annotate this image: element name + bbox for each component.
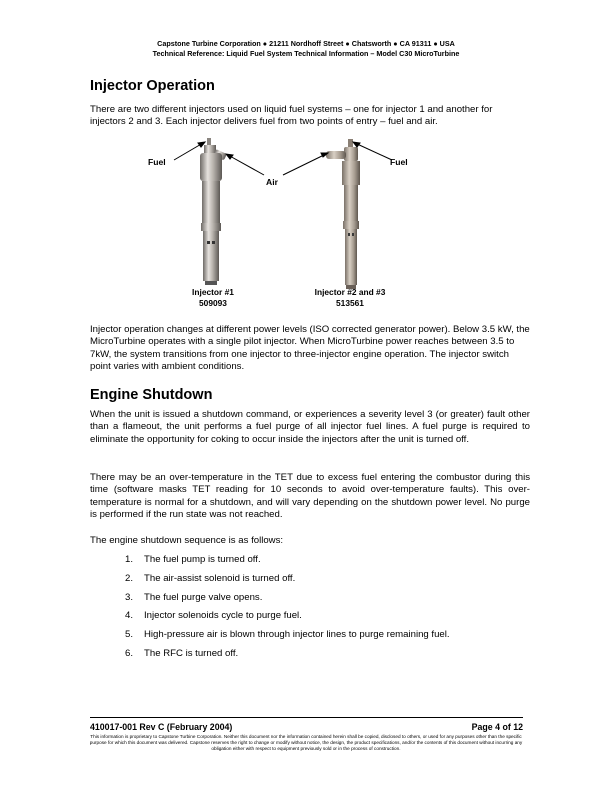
shutdown-step-number: 6. [125, 647, 134, 659]
caption-injector-2-3 [300, 287, 400, 309]
shutdown-paragraph-2: There may be an over-temperature in the TET due to excess fuel entering the combustor during this time (software masks TET reading for 10 seconds to avoid over-temperature faults). This over-temperature is normal for a shutdown, and will vary depending on the shutdown power level. No purge is performed if the run state was not reached. [90, 472, 530, 520]
shutdown-step-number: 5. [125, 629, 134, 641]
shutdown-step [125, 554, 450, 573]
shutdown-step-text: The RFC is turned off. [144, 647, 239, 659]
caption-injector-2-3-part: 513561 [336, 298, 364, 308]
shutdown-step [125, 610, 450, 629]
shutdown-step [125, 592, 450, 611]
shutdown-step [125, 629, 450, 648]
header-company-line: Capstone Turbine Corporation ● 21211 Nordhoff Street ● Chatsworth ● CA 91311 ● USA [157, 39, 455, 48]
label-air: Air [266, 177, 278, 187]
caption-injector-1 [168, 287, 258, 309]
shutdown-step-text: The fuel pump is turned off. [144, 554, 261, 565]
footer-page-number: Page 4 of 12 [471, 722, 523, 732]
section-title-engine-shutdown: Engine Shutdown [90, 387, 213, 403]
shutdown-step-number: 2. [125, 572, 134, 584]
shutdown-step [125, 648, 450, 667]
shutdown-paragraph-1: When the unit is issued a shutdown command, or experiences a severity level 3 (or greater) fault other than a flameout, the unit performs a fuel purge of all injector fuel lines. A fuel purge is required to eliminate the opportunity for coking to occur inside the injectors after the unit is turned off. [90, 409, 530, 445]
section-title-injector-operation: Injector Operation [90, 78, 215, 94]
header-reference-line: Technical Reference: Liquid Fuel System Technical Information – Model C30 MicroTurbine [152, 49, 460, 58]
shutdown-step-number: 1. [125, 554, 134, 565]
injector-operation-paragraph: Injector operation changes at different power levels (ISO corrected generator power). Below 3.5 kW, the MicroTurbine operates with a single pilot injector. When MicroTurbine power reaches between 3.5 to 7kW, the system transitions from one injector to three-injector engine operation. The injector switch point varies with ambient conditions. [90, 324, 530, 372]
shutdown-step-text: High-pressure air is blown through injector lines to purge remaining fuel. [144, 629, 450, 641]
footer-document-id: 410017-001 Rev C (February 2004) [90, 722, 233, 732]
shutdown-step-text: The air-assist solenoid is turned off. [144, 572, 296, 584]
caption-injector-2-3-name: Injector #2 and #3 [314, 287, 386, 297]
label-fuel-right: Fuel [390, 157, 408, 167]
footer-disclaimer: This information is proprietary to Capstone Turbine Corporation. Neither this document nor the information contained herein shall be copied, disclosed to others, or used for any purposes other than the specific purpose for which this document was delivered. Capstone reserves the right to change or modify without notice, the design, the product specifications, and/or the contents of this document without incurring any obligation either with respect to equipment previously sold or in the process of construction. [89, 734, 523, 751]
caption-injector-1-part: 509093 [199, 298, 227, 308]
shutdown-sequence-intro: The engine shutdown sequence is as follows: [90, 535, 284, 546]
shutdown-step-text: The fuel purge valve opens. [144, 591, 263, 603]
shutdown-step-number: 4. [125, 610, 134, 622]
label-fuel-left: Fuel [148, 157, 166, 167]
injector-intro-paragraph: There are two different injectors used on liquid fuel systems – one for injector 1 and another for injectors 2 and 3. Each injector delivers fuel from two points of entry – fuel and air. [90, 104, 493, 128]
shutdown-step [125, 573, 450, 592]
injector-photos-graphic [130, 135, 480, 310]
shutdown-step-text: Injector solenoids cycle to purge fuel. [144, 610, 302, 622]
injector-1-image [200, 138, 227, 285]
caption-injector-1-name: Injector #1 [192, 287, 234, 297]
shutdown-steps-list [125, 554, 450, 667]
footer-divider [90, 717, 523, 718]
injector-2-3-image [326, 139, 360, 289]
injector-figure [130, 135, 480, 310]
shutdown-step-number: 3. [125, 591, 134, 603]
